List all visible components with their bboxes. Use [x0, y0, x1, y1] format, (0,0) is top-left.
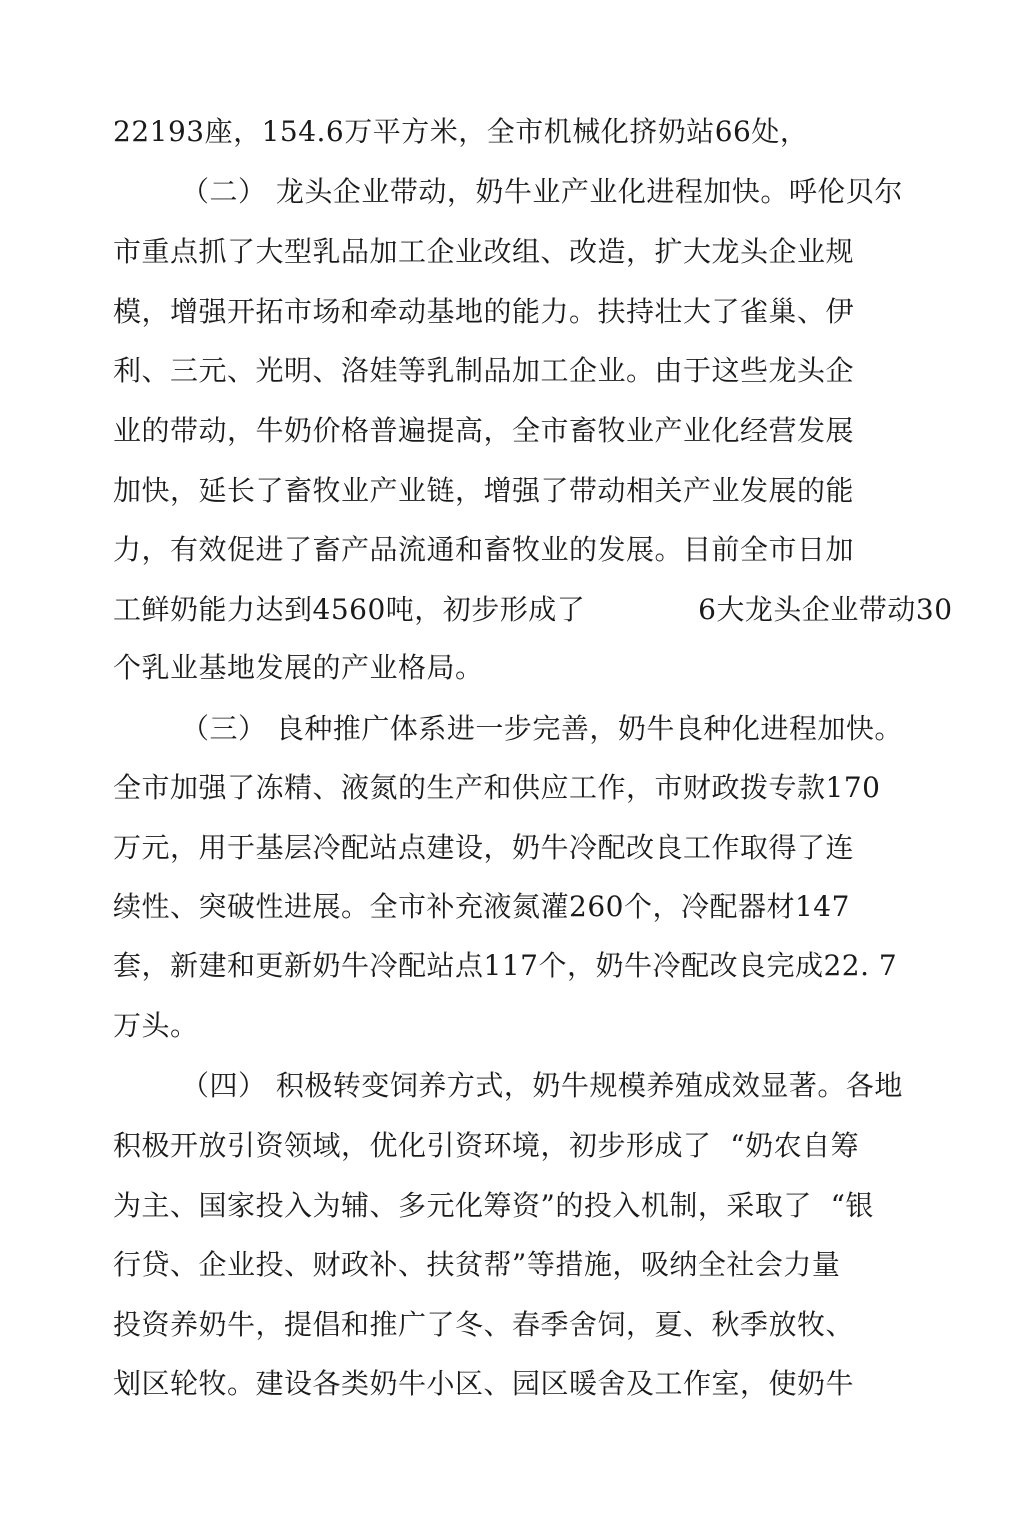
section-heading-line: （四） 积极转变饲养方式，奶牛规模养殖成效显著。各地: [181, 1069, 903, 1102]
text-line: 全市加强了冻精、液氮的生产和供应工作，市财政拨专款170: [113, 771, 881, 804]
text-line: 划区轮牧。建设各类奶牛小区、园区暖舍及工作室，使奶牛: [113, 1367, 855, 1400]
text-line: 22193座，154.6万平方米，全市机械化挤奶站66处，: [113, 115, 809, 148]
text-line: 积极开放引资领域，优化引资环境，初步形成了 “奶农自筹: [113, 1129, 860, 1162]
text-line: 模，增强开拓市场和牵动基地的能力。扶持壮大了雀巢、伊: [113, 295, 855, 328]
section-heading-line: （三） 良种推广体系进一步完善，奶牛良种化进程加快。: [181, 712, 903, 745]
text-line: 市重点抓了大型乳品加工企业改组、改造，扩大龙头企业规: [113, 235, 855, 268]
text-line: 力，有效促进了畜产品流通和畜牧业的发展。目前全市日加: [113, 533, 855, 566]
section-heading-line: （二） 龙头企业带动，奶牛业产业化进程加快。呼伦贝尔: [181, 175, 903, 208]
text-line: 利、三元、光明、洛娃等乳制品加工企业。由于这些龙头企: [113, 354, 855, 387]
text-line: 套，新建和更新奶牛冷配站点117个，奶牛冷配改良完成22. 7: [113, 949, 898, 982]
text-line: 业的带动，牛奶价格普遍提高，全市畜牧业产业化经营发展: [113, 414, 855, 447]
text-line: 个乳业基地发展的产业格局。: [113, 651, 484, 684]
text-line: 工鲜奶能力达到4560吨，初步形成了 6大龙头企业带动30: [113, 593, 953, 626]
text-line: 万头。: [113, 1009, 199, 1042]
text-line: 万元，用于基层冷配站点建设，奶牛冷配改良工作取得了连: [113, 831, 855, 864]
text-line: 续性、突破性进展。全市补充液氮灌260个，冷配器材147: [113, 890, 850, 923]
text-line: 投资养奶牛，提倡和推广了冬、春季舍饲，夏、秋季放牧、: [113, 1308, 855, 1341]
text-line: 行贷、企业投、财政补、扶贫帮”等措施，吸纳全社会力量: [113, 1248, 841, 1281]
text-line: 加快，延长了畜牧业产业链，增强了带动相关产业发展的能: [113, 474, 855, 507]
text-line: 为主、国家投入为辅、多元化筹资”的投入机制，采取了 “银: [113, 1189, 874, 1222]
